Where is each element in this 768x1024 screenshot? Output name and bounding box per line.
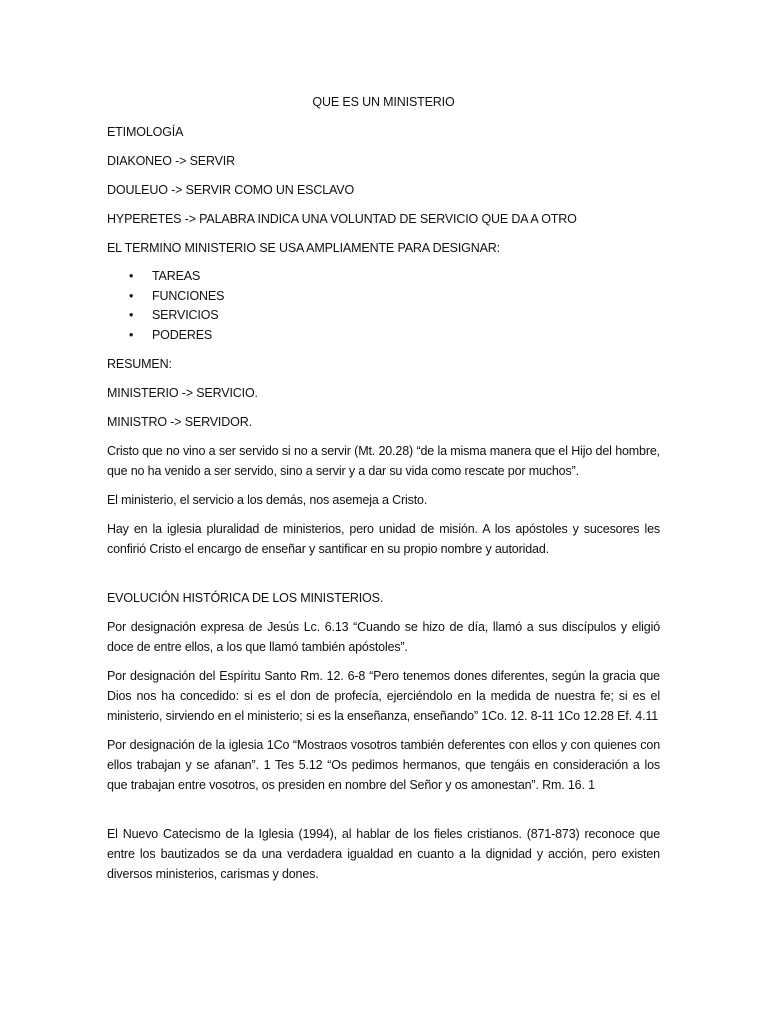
etymology-line-hyperetes: HYPERETES -> PALABRA INDICA UNA VOLUNTAD DE SERVICIO QUE DA A OTRO [107,212,577,226]
etimologia-heading: ETIMOLOGÍA [107,125,184,139]
list-item-label: TAREAS [152,269,201,283]
paragraph-designacion-espiritu: Por designación del Espíritu Santo Rm. 12. 6-8 “Pero tenemos dones diferentes, según la gracia que Dios nos ha concedido: si es el don de profecía, ejerciéndolo en la medida de nuestra fe; si es el ministerio, sirviendo en el ministerio; si es la enseñanza, enseñando” 1Co. 12. 8-11 1Co 12.28 Ef. 4.11 [107,669,660,723]
list-item [107,326,660,346]
list-item-label: PODERES [152,327,213,342]
resumen-line-ministerio: MINISTERIO -> SERVICIO. [107,386,258,400]
etymology-line-diakoneo: DIAKONEO -> SERVIR [107,154,236,168]
evolucion-heading: EVOLUCIÓN HISTÓRICA DE LOS MINISTERIOS. [107,591,384,605]
paragraph-cristo: Cristo que no vino a ser servido si no a servir (Mt. 20.28) “de la misma manera que el Hijo del hombre, que no ha venido a ser servido, sino a servir y a dar su vida como rescate por muchos”. [107,444,660,478]
resumen-heading: RESUMEN: [107,357,172,371]
spacer [107,568,660,588]
document-title: QUE ES UN MINISTERIO [312,95,455,109]
resumen-line-ministro: MINISTRO -> SERVIDOR. [107,415,252,429]
paragraph-designacion-iglesia: Por designación de la iglesia 1Co “Mostraos vosotros también deferentes con ellos y con quienes con ellos trabajan y se afanan”. 1 Tes 5.12 “Os pedimos hermanos, que tengáis en consideración a los que trabajan entre vosotros, os presiden en nombre del Señor y os amonestan”. Rm. 16. 1 [107,738,660,792]
etymology-line-douleuo: DOULEUO -> SERVIR COMO UN ESCLAVO [107,183,355,197]
paragraph-servicio: El ministerio, el servicio a los demás, nos asemeja a Cristo. [107,493,428,507]
paragraph-pluralidad: Hay en la iglesia pluralidad de ministerios, pero unidad de misión. A los apóstoles y sucesores les confirió Cristo el encargo de enseñar y santificar en su propio nombre y autoridad. [107,522,660,556]
document-page [107,92,660,893]
list-item-label: SERVICIOS [152,308,219,322]
paragraph-catecismo: El Nuevo Catecismo de la Iglesia (1994), al hablar de los fieles cristianos. (871-873) reconoce que entre los bautizados se da una verdadera igualdad en cuanto a la dignidad y acción, pero existen diversos ministerios, carismas y dones. [107,827,660,881]
list-item-label: FUNCIONES [152,288,225,303]
paragraph-designacion-jesus: Por designación expresa de Jesús Lc. 6.13 “Cuando se hizo de día, llamó a sus discípulos y eligió doce de entre ellos, a los que llamó también apóstoles”. [107,620,660,654]
bullet-icon: • [129,269,134,283]
list-item [107,267,660,287]
spacer [107,804,660,824]
bullet-icon: • [129,327,134,342]
bullet-icon: • [129,288,134,303]
list-item [107,306,660,326]
list-item [107,287,660,307]
bullet-icon: • [129,308,134,322]
designations-list [107,267,660,345]
termino-line: EL TERMINO MINISTERIO SE USA AMPLIAMENTE PARA DESIGNAR: [107,241,500,255]
